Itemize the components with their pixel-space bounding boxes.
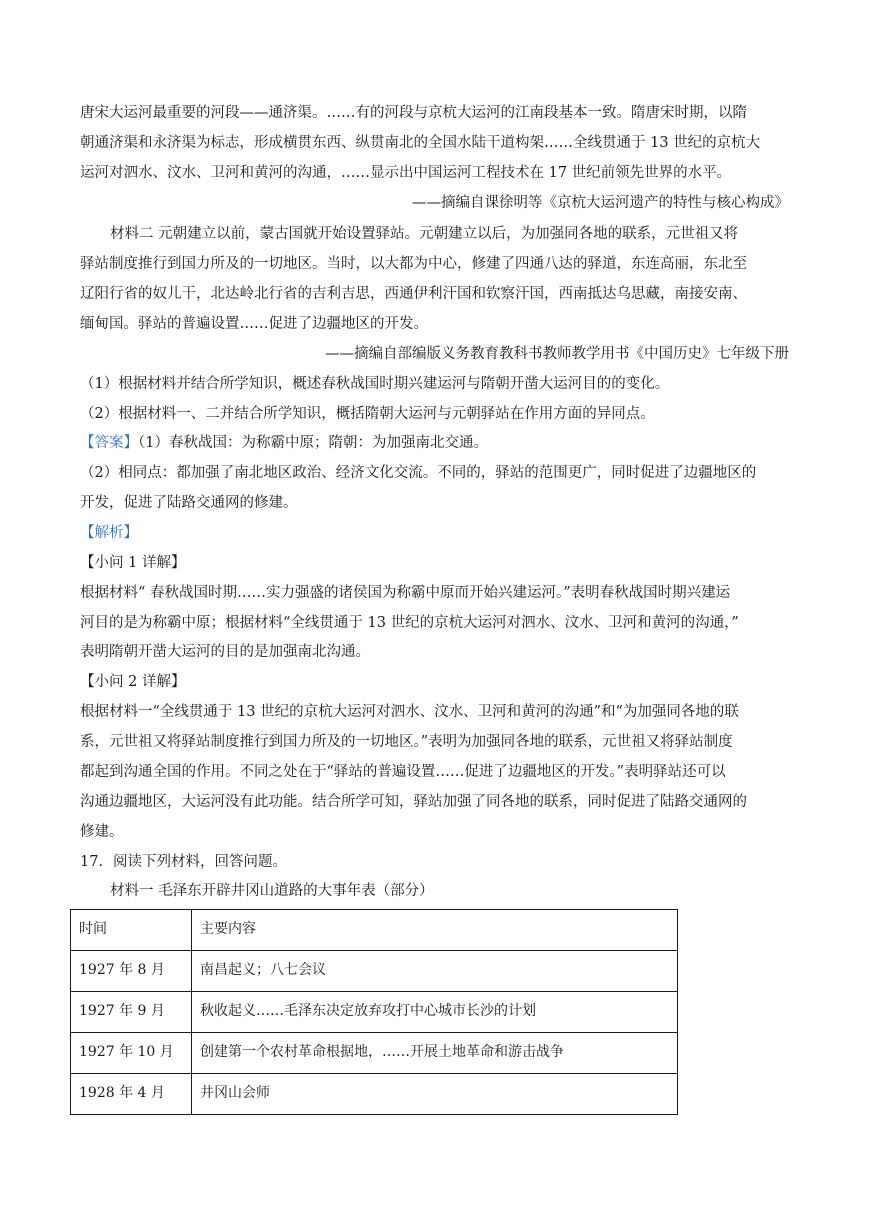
- source-citation: ——摘编自课徐明等《京杭大运河遗产的特性与核心构成》: [412, 195, 789, 211]
- answer-tag: 【答案】: [80, 435, 138, 451]
- sub-question-2-line: 根据材料一“全线贯通于 13 世纪的京杭大运河对泗水、汶水、卫河和黄河的沟通”和“为加强同各地的联: [80, 704, 739, 720]
- table-header-cell: 主要内容: [192, 910, 678, 951]
- material-two-line: 驿站制度推行到国力所及的一切地区。当时，以大都为中心，修建了四通八达的驿道，东连高丽，东北至: [80, 256, 747, 272]
- paragraph-line: 朝通济渠和永济渠为标志，形成横贯东西、纵贯南北的全国水陆干道构架……全线贯通于 13 世纪的京杭大: [80, 135, 761, 151]
- table-cell: 1928 年 4 月: [71, 1074, 192, 1115]
- sub-question-2-title: 【小问 2 详解】: [80, 674, 186, 690]
- analysis-tag: 【解析】: [80, 525, 138, 541]
- paragraph-line: 唐宋大运河最重要的河段——通济渠。……有的河段与京杭大运河的江南段基本一致。隋唐宋时期，以隋: [80, 105, 747, 121]
- sub-question-1-line: 河目的是为称霸中原；根据材料“全线贯通于 13 世纪的京杭大运河对泗水、汶水、卫河和黄河的沟通，”: [80, 615, 739, 631]
- sub-question-1-title: 【小问 1 详解】: [80, 555, 186, 571]
- material-two-line: 辽阳行省的奴儿干，北达岭北行省的吉利吉思，西通伊利汗国和钦察汗国，西南抵达乌思藏，南接安南、: [80, 286, 747, 302]
- table-row: [71, 951, 678, 992]
- table-cell: 1927 年 8 月: [71, 951, 192, 992]
- answer-line: [80, 433, 790, 453]
- sub-question-2-line: 修建。: [80, 824, 124, 840]
- table-header-cell: 时间: [71, 910, 192, 951]
- answer-2-line: （2）相同点：都加强了南北地区政治、经济文化交流。不同的，驿站的范围更广，同时促进了边疆地区的: [80, 465, 757, 481]
- table-row: [71, 992, 678, 1033]
- sub-question-1-line: 根据材料“ 春秋战国时期……实力强盛的诸侯国为称霸中原而开始兴建运河。”表明春秋战国时期兴建运: [80, 585, 731, 601]
- table-row: [71, 1074, 678, 1115]
- events-table: [70, 909, 678, 1115]
- question-17-material-1: 材料一 毛泽东开辟井冈山道路的大事年表（部分）: [110, 883, 434, 899]
- sub-question-2-line: 沟通边疆地区，大运河没有此功能。结合所学可知，驿站加强了同各地的联系，同时促进了陆路交通网的: [80, 794, 747, 810]
- answer-1: （1）春秋战国：为称霸中原；隋朝：为加强南北交通。: [138, 435, 488, 451]
- paragraph-line: 运河对泗水、汶水、卫河和黄河的沟通，……显示出中国运河工程技术在 17 世纪前领先世界的水平。: [80, 165, 732, 181]
- question-2: （2）根据材料一、二并结合所学知识，概括隋朝大运河与元朝驿站在作用方面的异同点。: [80, 406, 655, 422]
- table-cell: 井冈山会师: [192, 1074, 678, 1115]
- answer-2-line: 开发，促进了陆路交通网的修建。: [80, 495, 298, 511]
- question-1: （1）根据材料并结合所学知识，概述春秋战国时期兴建运河与隋朝开凿大运河目的的变化。: [80, 376, 670, 392]
- question-17-title: 17．阅读下列材料，回答问题。: [80, 854, 287, 870]
- material-two-line: 缅甸国。驿站的普遍设置……促进了边疆地区的开发。: [80, 316, 428, 332]
- source-citation: ——摘编自部编版义务教育教科书教师教学用书《中国历史》七年级下册: [325, 346, 789, 362]
- sub-question-2-line: 系，元世祖又将驿站制度推行到国力所及的一切地区。”表明为加强同各地的联系，元世祖又将驿站制度: [80, 734, 733, 750]
- table-cell: 1927 年 9 月: [71, 992, 192, 1033]
- table-row: [71, 1033, 678, 1074]
- sub-question-2-line: 都起到沟通全国的作用。不同之处在于“驿站的普遍设置……促进了边疆地区的开发。”表明驿站还可以: [80, 764, 726, 780]
- material-two-line: 材料二 元朝建立以前，蒙古国就开始设置驿站。元朝建立以后，为加强同各地的联系，元世祖又将: [110, 226, 739, 242]
- table-cell: 南昌起义；八七会议: [192, 951, 678, 992]
- sub-question-1-line: 表明隋朝开凿大运河的目的是加强南北沟通。: [80, 644, 370, 660]
- table-cell: 秋收起义……毛泽东决定放弃攻打中心城市长沙的计划: [192, 992, 678, 1033]
- table-cell: 创建第一个农村革命根据地，……开展土地革命和游击战争: [192, 1033, 678, 1074]
- table-cell: 1927 年 10 月: [71, 1033, 192, 1074]
- table-header-row: [71, 910, 678, 951]
